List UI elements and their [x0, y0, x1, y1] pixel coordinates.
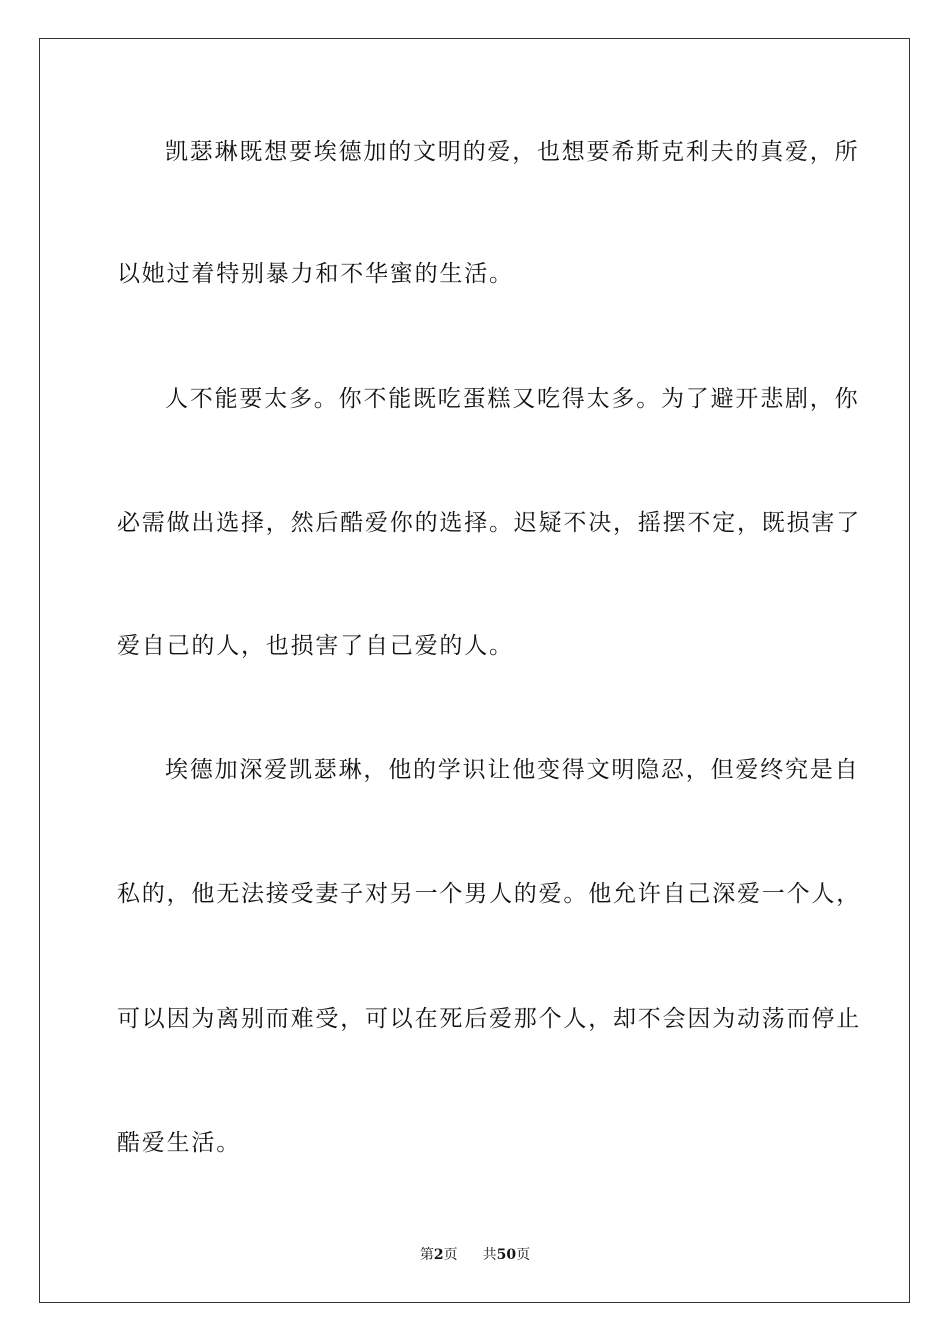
page-frame	[39, 38, 910, 1303]
footer-total-pages: 50	[496, 1247, 517, 1263]
footer-total-prefix: 共	[482, 1247, 497, 1263]
paragraph-2-line-1: 人不能要太多。你不能既吃蛋糕又吃得太多。为了避开悲剧，你	[165, 386, 860, 412]
footer-page-number: 2	[433, 1247, 444, 1263]
footer-total-suffix: 页	[516, 1247, 531, 1263]
paragraph-2-line-3: 爱自己的人，也损害了自己爱的人。	[117, 633, 514, 659]
page-footer	[0, 1246, 950, 1264]
paragraph-3-line-2: 私的，他无法接受妻子对另一个男人的爱。他允许自己深爱一个人，	[117, 881, 861, 907]
paragraph-3-line-1: 埃德加深爱凯瑟琳，他的学识让他变得文明隐忍，但爱终究是自	[165, 757, 860, 783]
footer-prefix: 第	[419, 1247, 434, 1263]
paragraph-2-line-2: 必需做出选择，然后酷爱你的选择。迟疑不决，摇摆不定，既损害了	[117, 510, 861, 536]
paragraph-3-line-3: 可以因为离别而难受，可以在死后爱那个人，却不会因为动荡而停止	[117, 1006, 861, 1032]
paragraph-1-line-2: 以她过着特别暴力和不华蜜的生活。	[117, 261, 514, 287]
paragraph-1-line-1: 凯瑟琳既想要埃德加的文明的爱，也想要希斯克利夫的真爱，所	[165, 139, 860, 165]
footer-page-suffix: 页	[443, 1247, 458, 1263]
paragraph-3-line-4: 酷爱生活。	[117, 1130, 241, 1156]
